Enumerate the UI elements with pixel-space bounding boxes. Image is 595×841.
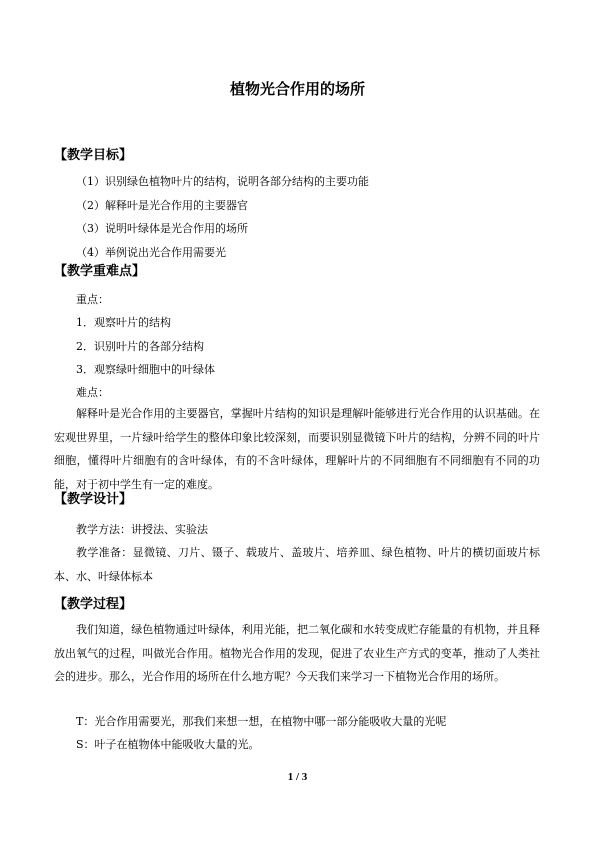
- key-item: 1．观察叶片的结构: [76, 316, 171, 329]
- goal-item: （3）说明叶绿体是光合作用的场所: [76, 222, 248, 235]
- key-label: 重点：: [76, 293, 109, 306]
- section-heading-process: 【教学过程】: [54, 597, 133, 612]
- teaching-method: 教学方法：讲授法、实验法: [76, 523, 208, 536]
- section-heading-design: 【教学设计】: [54, 492, 133, 507]
- teaching-prep: 教学准备：显微镜、刀片、镊子、载玻片、盖玻片、培养皿、绿色植物、叶片的横切面玻片标本、水、叶绿体标本: [54, 546, 540, 583]
- goal-item: （4）举例说出光合作用需要光: [76, 246, 226, 259]
- key-item: 3．观察绿叶细胞中的叶绿体: [76, 363, 215, 376]
- teacher-line: T：光合作用需要光，那我们来想一想，在植物中哪一部分能吸收大量的光呢: [76, 715, 447, 728]
- goal-item: （2）解释叶是光合作用的主要器官: [76, 199, 248, 212]
- difficult-label: 难点：: [76, 386, 109, 399]
- difficult-paragraph: 解释叶是光合作用的主要器官，掌握叶片结构的知识是理解叶能够进行光合作用的认识基础。在宏观世界里，一片绿叶给学生的整体印象比较深刻，而要识别显微镜下叶片的结构，分辨不同的叶片细胞，懂得叶片细胞有的含叶绿体，有的不含叶绿体，理解叶片的不同细胞有不同细胞有不同的功能，对于初中学生有一定的难度。: [54, 407, 540, 491]
- student-line: S：叶子在植物体中能吸收大量的光。: [76, 738, 260, 751]
- process-intro: 我们知道，绿色植物通过叶绿体，利用光能，把二氧化碳和水转变成贮存能量的有机物，并且释放出氧气的过程，叫做光合作用。植物光合作用的发现，促进了农业生产方式的变革，推动了人类社会的进步。那么，光合作用的场所在什么地方呢？今天我们来学习一下植物光合作用的场所。: [54, 623, 540, 683]
- goal-item: （1）识别绿色植物叶片的结构，说明各部分结构的主要功能: [76, 175, 369, 188]
- key-item: 2．识别叶片的各部分结构: [76, 340, 204, 353]
- section-heading-keypoints: 【教学重难点】: [54, 264, 146, 279]
- document-title: 植物光合作用的场所: [229, 80, 365, 98]
- page-number: 1 / 3: [287, 771, 308, 783]
- section-heading-goals: 【教学目标】: [54, 148, 133, 163]
